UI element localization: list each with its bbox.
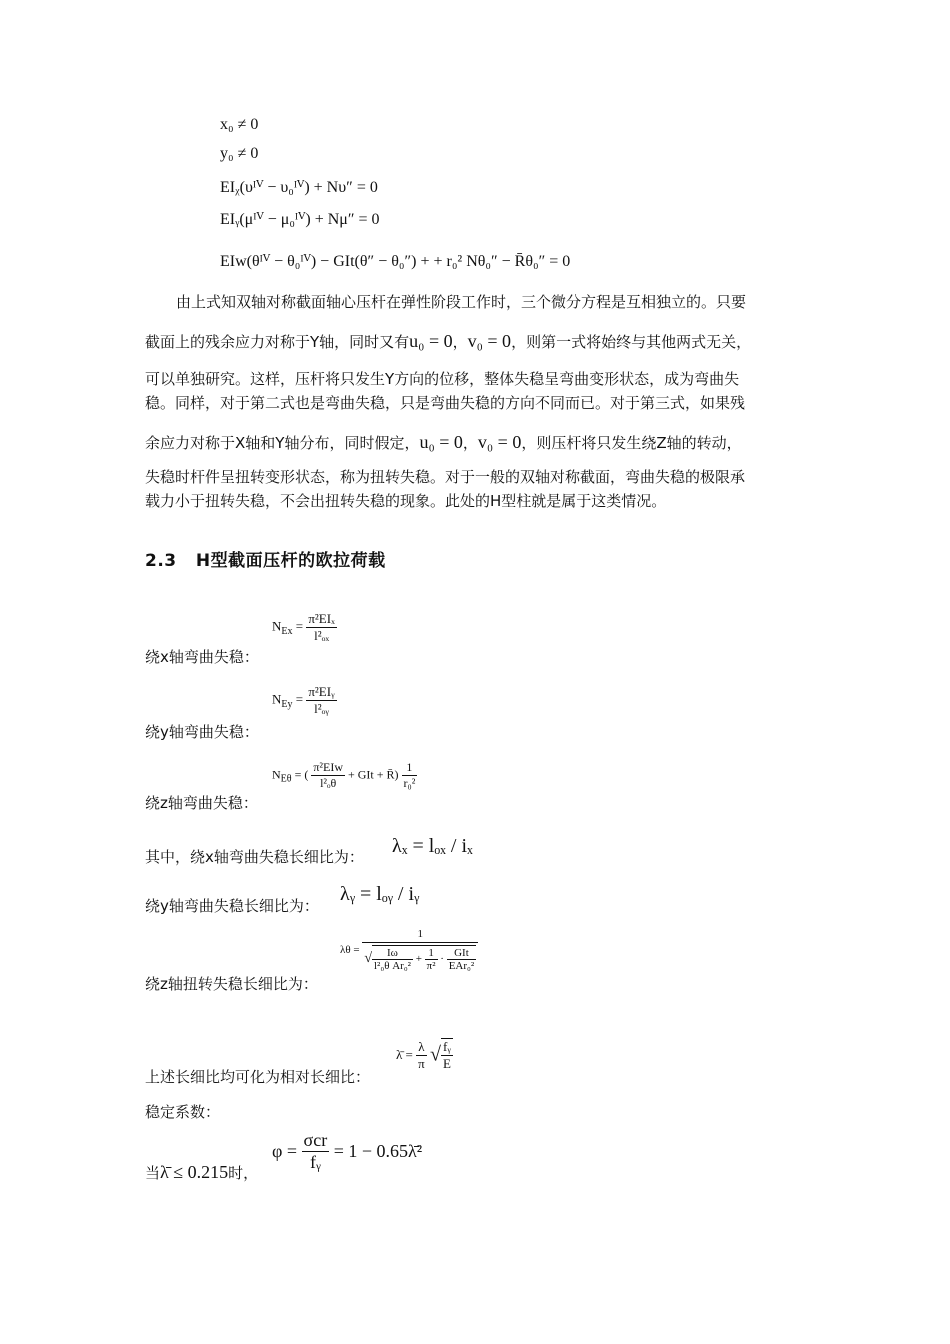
fraction-numerator: 1 bbox=[362, 928, 478, 943]
fraction-denominator: r₀² bbox=[403, 776, 416, 790]
paragraph-text: ，则第一式将始终与其他两式无关， bbox=[511, 333, 752, 351]
formula-slenderness-x: λₓ = lₒₓ / iₓ bbox=[392, 835, 473, 857]
condition-expression: λ̄ ≤ 0.215 bbox=[160, 1162, 229, 1182]
label-x-buckling: 绕x轴弯曲失稳： bbox=[145, 648, 259, 666]
formula-lhs: φ = bbox=[272, 1141, 298, 1161]
formula-lhs-sub: Ey bbox=[281, 699, 293, 711]
paragraph-line-4: 稳。同样，对于第二式也是弯曲失稳，只是弯曲失稳的方向不同而已。对于第三式，如果残 bbox=[145, 394, 746, 412]
condition-prefix: 当 bbox=[145, 1164, 161, 1182]
math-v0: v₀ = 0 bbox=[467, 331, 512, 351]
condition-line bbox=[145, 1162, 258, 1183]
label-slenderness-x: 其中，绕x轴弯曲失稳长细比为： bbox=[145, 848, 364, 866]
math-u0: u₀ = 0 bbox=[409, 331, 453, 351]
fraction bbox=[372, 947, 413, 972]
fraction-numerator: fᵧ bbox=[441, 1039, 453, 1056]
fraction-numerator: π²EIᵧ bbox=[308, 684, 335, 699]
label-slenderness-z: 绕z轴扭转失稳长细比为： bbox=[145, 975, 318, 993]
math-v0: v₀ = 0 bbox=[477, 432, 522, 452]
formula-nez: $N_{E\theta}$ = ( $\frac{\text{π²EIw}}{\text{l²ₒθ}}$ + GIt + R̄) $\frac{1}{\text{r₀²}}$ bbox=[272, 760, 416, 790]
fraction-numerator: σcr bbox=[303, 1130, 328, 1150]
fraction bbox=[306, 684, 336, 717]
fraction-numerator: 1 bbox=[402, 760, 418, 776]
fraction bbox=[302, 1130, 330, 1173]
fraction-denominator: π² bbox=[426, 960, 436, 972]
formula-lhs: λθ = bbox=[340, 944, 360, 956]
formula-ney: $N_{Ey}$ = $\frac{\text{π²EIᵧ}}{\text{l²ₒᵧ}}$ bbox=[272, 684, 335, 716]
fraction bbox=[425, 947, 438, 972]
fraction bbox=[306, 611, 337, 644]
formula-lhs: λ̄ = bbox=[396, 1047, 413, 1062]
section-number: 2.3 bbox=[145, 551, 177, 571]
label-relative-slenderness: 上述长细比均可化为相对长细比： bbox=[145, 1068, 371, 1086]
equation-y0: y₀ ≠ 0 bbox=[220, 145, 259, 162]
fraction-denominator: l²ₒθ bbox=[320, 776, 337, 790]
fraction bbox=[441, 1039, 453, 1072]
label-stability-coefficient: 稳定系数： bbox=[145, 1103, 221, 1121]
paragraph-text: ，则压杆将只发生绕Z轴的转动， bbox=[521, 434, 742, 452]
fraction-numerator: Iω bbox=[372, 947, 413, 960]
paragraph-line-2 bbox=[145, 329, 825, 354]
fraction-denominator: EAr₀² bbox=[448, 960, 475, 972]
fraction bbox=[362, 928, 478, 972]
separator: ， bbox=[452, 333, 468, 351]
formula-lhs: N bbox=[272, 691, 282, 707]
math-u0: u₀ = 0 bbox=[419, 432, 463, 452]
formula-nex: $N_{Ex}$ = $\frac{\text{π²EIₓ}}{\text{l²ₒₓ}}$ bbox=[272, 611, 335, 643]
fraction-denominator: fᵧ bbox=[310, 1152, 321, 1172]
fraction-numerator: π²EIₓ bbox=[308, 611, 335, 626]
fraction-denominator: E bbox=[442, 1056, 451, 1071]
paragraph-line-3: 可以单独研究。这样，压杆将只发生Y方向的位移，整体失稳呈弯曲变形状态，成为弯曲失 bbox=[145, 370, 740, 388]
formula-relative-slenderness: λ̄ = $\frac{\lambda}{\pi}$ √ $\frac{\text{fᵧ}}{E}$ bbox=[396, 1038, 451, 1071]
formula-lhs: N bbox=[272, 618, 282, 634]
paragraph-text: 余应力对称于X轴和Y轴分布，同时假定， bbox=[145, 434, 420, 452]
formula-phi bbox=[272, 1130, 422, 1173]
equation-x0: x₀ ≠ 0 bbox=[220, 116, 259, 133]
formula-lhs: N bbox=[272, 767, 281, 782]
condition-suffix: 时， bbox=[228, 1164, 259, 1182]
fraction-denominator: l²ₒₓ bbox=[314, 628, 330, 643]
section-heading bbox=[145, 546, 386, 571]
fraction-numerator: 1 bbox=[425, 947, 438, 960]
fraction-denominator: π bbox=[418, 1055, 425, 1071]
formula-lhs-sub: Eθ bbox=[280, 773, 292, 785]
equation-torsion: EIw(θᴵⱽ − θ₀ᴵⱽ) − GIt(θ″ − θ₀″) + + r₀² Nθ₀″ − R̄θ₀″ = 0 bbox=[220, 253, 571, 270]
label-y-buckling: 绕y轴弯曲失稳： bbox=[145, 723, 259, 741]
formula-rhs: = 1 − 0.65λ̄² bbox=[333, 1141, 423, 1161]
paragraph-text: 截面上的残余应力对称于Y轴，同时又有 bbox=[145, 333, 410, 351]
paragraph-line-6: 失稳时杆件呈扭转变形状态，称为扭转失稳。对于一般的双轴对称截面，弯曲失稳的极限承 bbox=[145, 468, 746, 486]
fraction-denominator: √ $\frac{I\omega}{\text{l²₀θ Ar₀²}}$ + $\frac{1}{\text{π²}}$ · $\frac{\text{GIt}}{\text{EAr₀²}}$ bbox=[364, 947, 475, 972]
fraction-numerator: π²EIw bbox=[313, 760, 343, 774]
fraction-numerator: GIt bbox=[447, 947, 476, 960]
section-title: H型截面压杆的欧拉荷载 bbox=[195, 551, 386, 571]
label-z-buckling: 绕z轴弯曲失稳： bbox=[145, 794, 258, 812]
fraction-denominator: l²₀θ Ar₀² bbox=[374, 960, 411, 972]
separator: ， bbox=[462, 434, 478, 452]
fraction-numerator: λ bbox=[416, 1039, 427, 1056]
paragraph-line-5 bbox=[145, 430, 825, 455]
formula-slenderness-y: λᵧ = lₒᵧ / iᵧ bbox=[340, 883, 420, 905]
formula-slenderness-z bbox=[340, 928, 478, 972]
fraction-denominator: l²ₒᵧ bbox=[314, 701, 329, 716]
label-slenderness-y: 绕y轴弯曲失稳长细比为： bbox=[145, 897, 319, 915]
radical-body bbox=[441, 1038, 453, 1072]
equation-bending-x: EIᵪ(υᴵⱽ − υ₀ᴵⱽ) + Nυ″ = 0 bbox=[220, 179, 378, 196]
equation-bending-y: EIᵧ(μᴵⱽ − μ₀ᴵⱽ) + Nμ″ = 0 bbox=[220, 211, 380, 228]
paragraph-line-7: 载力小于扭转失稳，不会出扭转失稳的现象。此处的H型柱就是属于这类情况。 bbox=[145, 492, 667, 510]
fraction bbox=[416, 1039, 427, 1072]
formula-lhs-sub: Ex bbox=[281, 626, 293, 638]
fraction bbox=[447, 947, 476, 972]
radical-body: $\frac{I\omega}{\text{l²₀θ Ar₀²}}$ + $\frac{1}{\text{π²}}$ · $\frac{\text{GIt}}{\text{EAr₀²}}$ bbox=[374, 947, 475, 972]
fraction bbox=[402, 760, 418, 791]
paragraph-line-1: 由上式知双轴对称截面轴心压杆在弹性阶段工作时，三个微分方程是互相独立的。只要 bbox=[176, 293, 747, 311]
fraction bbox=[311, 760, 345, 791]
formula-tail: + GIt + R̄) bbox=[348, 767, 399, 782]
